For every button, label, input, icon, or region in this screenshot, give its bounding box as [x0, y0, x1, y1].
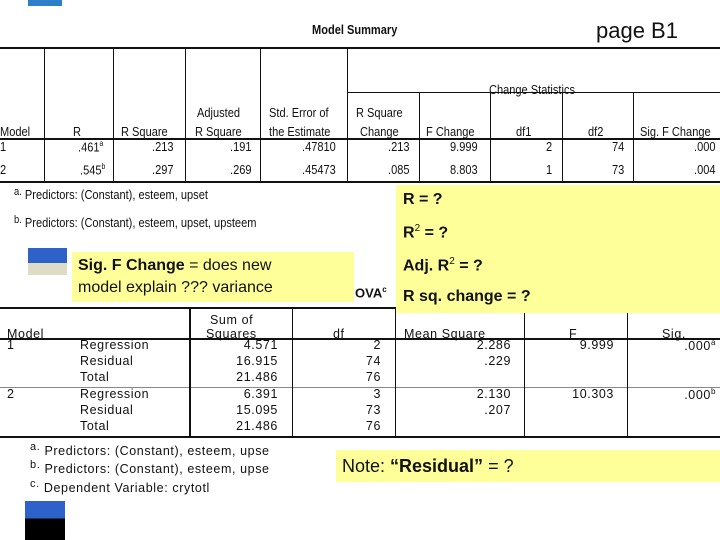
footnote-text: Predictors: (Constant), esteem, upse — [44, 462, 270, 476]
cell-value: Total — [80, 370, 110, 384]
footnote — [30, 441, 270, 458]
cell-value: 74 — [365, 354, 381, 368]
cell-value: 76 — [365, 370, 381, 384]
col-f-change: F Change — [426, 124, 475, 139]
cell-value: .545 — [80, 162, 102, 178]
col-r-square: R Square — [121, 124, 168, 139]
cell: .191 — [230, 139, 252, 154]
footnote-text: Dependent Variable: crytotl — [43, 481, 210, 495]
cell-ms — [477, 338, 511, 352]
cell-value: 2.130 — [476, 387, 511, 401]
cell-type — [80, 338, 149, 352]
cell-df — [366, 370, 381, 384]
page-label: page B1 — [596, 18, 678, 43]
footnote-text: Predictors: (Constant), esteem, upset — [24, 187, 208, 202]
cell-ss — [244, 387, 278, 401]
cell-value: 3 — [373, 387, 381, 401]
footnote-mark: c — [382, 285, 387, 294]
note-text: = ? — [420, 224, 449, 242]
cell-model — [7, 338, 15, 352]
footnote-text: Predictors: (Constant), esteem, upset, upsteem — [24, 215, 257, 230]
cell-ms — [477, 387, 511, 401]
note-r-sq-change: R sq. change = ? — [403, 288, 531, 305]
cell-value: Residual — [80, 354, 134, 368]
cell-type — [80, 403, 133, 417]
cell-value: 73 — [365, 403, 381, 417]
cell-type — [80, 419, 109, 433]
cell: 8.803 — [450, 162, 478, 177]
cell-ms — [484, 403, 511, 417]
note-sup: 2 — [449, 256, 455, 267]
col-f: F — [569, 327, 578, 341]
cell: .213 — [152, 139, 174, 154]
cell-value: 10.303 — [572, 387, 614, 401]
cell: .000 — [694, 139, 716, 154]
cell-df — [373, 338, 381, 352]
cell: 1 — [546, 162, 553, 177]
cell-value: 76 — [365, 419, 381, 433]
note-text: = ? — [454, 257, 483, 275]
col-df1: df1 — [516, 124, 532, 139]
footnote-mark: a. — [14, 186, 22, 198]
footnote-mark: b. — [30, 459, 41, 471]
col-r: R — [73, 124, 81, 139]
cell-value: 21.486 — [236, 370, 278, 384]
cell: 73 — [612, 162, 625, 177]
col-sig: Sig. — [662, 327, 686, 341]
cell-value: 4.571 — [243, 338, 278, 352]
cell-df — [366, 403, 381, 417]
cell-value: .461 — [78, 139, 100, 155]
cell-model — [7, 387, 15, 401]
note-r-squared — [403, 223, 448, 242]
col-ss-1: Sum of — [210, 313, 254, 327]
cell: .47810 — [302, 139, 336, 154]
note-text: Sig. F Change — [78, 257, 185, 274]
cell: .085 — [388, 162, 410, 177]
anova-title: OVA — [355, 285, 383, 301]
logo-block-middle — [28, 248, 67, 275]
cell-f — [572, 387, 614, 401]
cell — [78, 139, 103, 154]
cell-value: 1 — [7, 338, 15, 352]
model-summary-title: Model Summary — [312, 22, 398, 37]
cell-ss — [244, 338, 278, 352]
footnote — [30, 459, 270, 476]
cell-df — [366, 354, 381, 368]
col-df2: df2 — [588, 124, 604, 139]
cell-value: 6.391 — [243, 387, 278, 401]
cell: 9.999 — [450, 139, 478, 154]
note-text: Note: — [342, 456, 391, 476]
logo-block-bottom — [25, 501, 65, 540]
cell-value: 21.486 — [236, 419, 278, 433]
cell-value: .000 — [684, 339, 711, 354]
col-ms: Mean Square — [404, 327, 486, 341]
col-adj-2: R Square — [195, 124, 242, 139]
col-adj-1: Adjusted — [197, 105, 241, 120]
cell: 74 — [612, 139, 625, 154]
cell-ss — [236, 419, 278, 433]
note-text: R — [403, 224, 415, 242]
cell-df — [366, 419, 381, 433]
cell-value: 9.999 — [579, 338, 614, 352]
cell-ss — [236, 403, 278, 417]
note-text: “Residual” — [390, 456, 484, 476]
change-statistics-header: Change Statistics — [489, 82, 575, 97]
footnote-mark: b — [101, 162, 106, 171]
cell-value: Regression — [80, 338, 150, 352]
note-text: = ? — [483, 456, 514, 476]
cell: .213 — [388, 139, 410, 154]
col-ss-2: Squares — [206, 327, 257, 341]
callout-r-questions — [396, 185, 720, 313]
note-residual — [342, 456, 514, 477]
cell-value: 2 — [373, 338, 381, 352]
callout-residual — [336, 450, 720, 482]
footnote-mark: c. — [30, 478, 40, 490]
cell-f — [580, 338, 614, 352]
footnote-text: Predictors: (Constant), esteem, upse — [44, 444, 270, 458]
footnote-mark: b. — [14, 214, 22, 226]
cell-ms — [484, 354, 511, 368]
col-rsc-1: R Square — [356, 105, 403, 120]
cell-value: 2.286 — [476, 338, 511, 352]
cell-sig — [684, 387, 716, 402]
cell-type — [80, 387, 149, 401]
footnote — [14, 214, 256, 230]
col-model: Model — [7, 327, 45, 341]
cell-value: .000 — [684, 388, 711, 403]
cell: .297 — [152, 162, 174, 177]
cell-value: 16.915 — [236, 354, 278, 368]
cell-value: .207 — [484, 403, 511, 417]
note-text: = does new — [184, 257, 272, 274]
cell-type — [80, 354, 133, 368]
cell: .004 — [694, 162, 716, 177]
cell: 2 — [0, 162, 7, 177]
cell: 2 — [546, 139, 553, 154]
col-se-1: Std. Error of — [269, 105, 329, 120]
col-se-2: the Estimate — [269, 124, 331, 139]
note-adj-r-squared — [403, 256, 483, 275]
cell-value: 2 — [7, 387, 15, 401]
note-r: R = ? — [403, 191, 443, 208]
cell — [80, 162, 105, 177]
footnote-mark: a — [710, 338, 716, 347]
note-sig-f-line1 — [78, 257, 271, 275]
cell-value: Residual — [80, 403, 134, 417]
callout-sig-f-change — [72, 252, 354, 302]
cell: .45473 — [302, 162, 336, 177]
cell: 1 — [0, 139, 7, 154]
footnote — [30, 478, 210, 495]
col-model: Model — [0, 124, 31, 139]
col-rsc-2: Change — [360, 124, 399, 139]
anova-title-fragment — [355, 285, 387, 300]
cell-ss — [236, 370, 278, 384]
cell-value: 15.095 — [236, 403, 278, 417]
cell-value: Total — [80, 419, 110, 433]
cell-ss — [236, 354, 278, 368]
note-sig-f-line2: model explain ??? variance — [78, 279, 273, 296]
cell-sig — [684, 338, 716, 353]
footnote-mark: a. — [30, 441, 41, 453]
footnote — [14, 186, 208, 202]
cell-value: .229 — [484, 354, 511, 368]
col-sig-f-change: Sig. F Change — [640, 124, 711, 139]
col-df: df — [333, 327, 345, 341]
footnote-mark: b — [710, 387, 716, 396]
cell-value: Regression — [80, 387, 150, 401]
footnote-mark: a — [99, 139, 104, 148]
note-text: Adj. R — [403, 257, 450, 275]
cell-df — [373, 387, 381, 401]
cell: .269 — [230, 162, 252, 177]
note-sup: 2 — [414, 223, 421, 234]
logo-block-top — [28, 0, 62, 6]
cell-type — [80, 370, 109, 384]
